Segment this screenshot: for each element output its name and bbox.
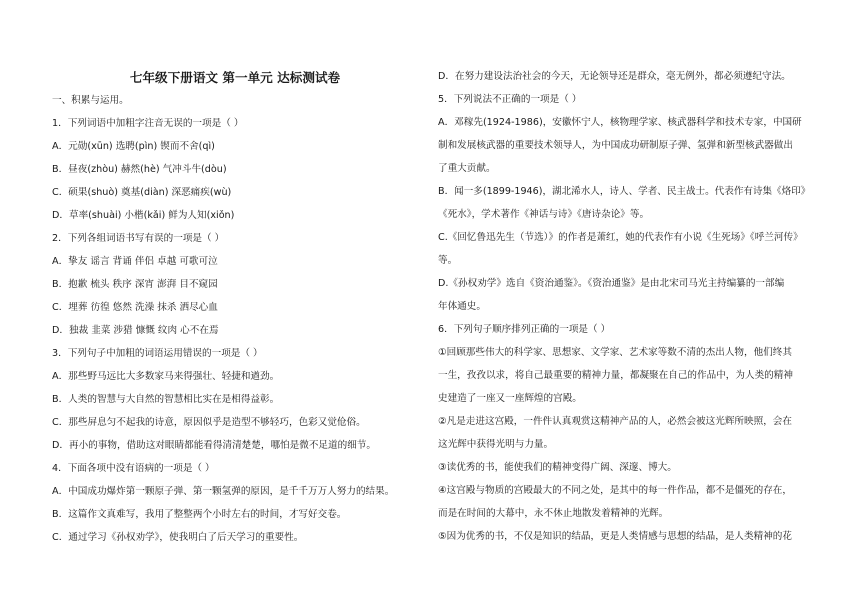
question-4-option-a: A．中国成功爆炸第一颗原子弹、第一颗氢弹的原因，是千千万万人努力的结果。	[52, 486, 395, 497]
sentence-2-cont: 这光辉中获得光明与力量。	[438, 439, 554, 450]
question-5-option-b-cont: 《死水》，学术著作《神话与诗》《唐诗杂论》等。	[438, 209, 650, 220]
question-1: 1．下列词语中加粗字注音无误的一项是（ ）	[52, 118, 244, 129]
sentence-3: ③读优秀的书，能使我们的精神变得广阔、深邃、博大。	[438, 462, 677, 473]
question-1-option-d: D．草率(shuài) 小楷(kǎi) 鲜为人知(xiǒn)	[52, 210, 235, 221]
question-2-option-c: C．埋葬 彷徨 悠然 洗澡 抹杀 洒尽心血	[52, 302, 218, 313]
question-3-option-b: B．人类的智慧与大自然的智慧相比实在是相得益彰。	[52, 394, 280, 405]
question-5-option-d: D.《孙权劝学》选自《资治通鉴》。《资治通鉴》是由北宋司马光主持编纂的一部编	[438, 278, 785, 289]
question-4-option-b: B．这篇作文真难写，我用了整整两个小时左右的时间，才写好交卷。	[52, 509, 347, 520]
question-3-option-a: A．那些野马远比大多数家马来得强壮、轻捷和遒劲。	[52, 371, 280, 382]
question-2: 2．下列各组词语书写有误的一项是（ ）	[52, 233, 225, 244]
question-5-option-b: B．闻一多(1899-1946)，湖北浠水人，诗人、学者、民主战士。代表作有诗集《烙印》	[438, 186, 811, 197]
question-1-option-a: A．元勋(xūn) 选聘(pìn) 锲而不舍(qì)	[52, 141, 215, 152]
question-2-option-d: D．独裁 韭菜 涉猎 慷慨 纹肉 心不在焉	[52, 325, 219, 336]
question-5-option-a-cont: 了重大贡献。	[438, 163, 496, 174]
question-3-option-d: D．再小的事物，借助这对眼睛都能看得清清楚楚，哪怕是微不足道的细节。	[52, 440, 376, 451]
question-1-option-b: B．昼夜(zhòu) 赫然(hè) 气冲斗牛(dòu)	[52, 164, 227, 175]
question-6: 6．下列句子顺序排列正确的一项是（ ）	[438, 324, 611, 335]
question-3: 3．下列句子中加粗的词语运用错误的一项是（ ）	[52, 348, 263, 359]
question-4: 4．下面各项中没有语病的一项是（ ）	[52, 463, 215, 474]
question-1-option-c: C．硕果(shuò) 奠基(diàn) 深恶痛疾(wù)	[52, 187, 232, 198]
question-2-option-b: B．抱歉 梳头 秩序 深宵 澎湃 目不窥园	[52, 279, 218, 290]
question-2-option-a: A．挚友 谣言 背诵 伴侣 卓越 可歌可泣	[52, 256, 218, 267]
question-3-option-c: C．那些屏息匀不起我的诗意，原因似乎是造型不够轻巧，色彩又觉伧俗。	[52, 417, 366, 428]
question-5-option-a-cont: 制和发展核武器的重要技术领导人，为中国成功研制原子弹、氢弹和新型核武器做出	[438, 140, 793, 151]
sentence-5: ⑤因为优秀的书，不仅是知识的结晶，更是人类情感与思想的结晶，是人类精神的花	[438, 531, 792, 542]
question-5-option-a: A．邓稼先(1924-1986)，安徽怀宁人，核物理学家、核武器科学和技术专家，中国研	[438, 117, 802, 128]
question-5: 5．下列说法不正确的一项是（ ）	[438, 94, 582, 105]
sentence-2: ②凡是走进这宫殿，一件件认真观赏这精神产品的人，必然会被这光辉所映照，会在	[438, 416, 792, 427]
question-4-option-c: C．通过学习《孙权劝学》，使我明白了后天学习的重要性。	[52, 532, 304, 543]
question-5-option-c-cont: 等。	[438, 255, 458, 266]
sentence-4-cont: 而是在时间的大幕中，永不休止地散发着精神的光辉。	[438, 508, 669, 519]
sentence-1: ①回顾那些伟大的科学家、思想家、文学家、艺术家等数不清的杰出人物，他们终其	[438, 347, 792, 358]
sentence-4: ④这宫殿与物质的宫殿最大的不同之处，是其中的每一件作品，都不是僵死的存在，	[438, 485, 792, 496]
sentence-1-cont: 一生，孜孜以求，将自己最重要的精神力量，都凝聚在自己的作品中，为人类的精神	[438, 370, 793, 381]
page-title: 七年级下册语文 第一单元 达标测试卷	[129, 70, 341, 85]
question-4-option-d: D．在努力建设法治社会的今天，无论领导还是群众，毫无例外，都必须遵纪守法。	[438, 71, 791, 82]
sentence-1-cont: 史建造了一座又一座辉煌的宫殿。	[438, 393, 582, 404]
question-5-option-c: C.《回忆鲁迅先生（节选）》的作者是萧红，她的代表作有小说《生死场》《呼兰河传》	[438, 232, 803, 243]
section-heading: 一、积累与运用。	[52, 95, 129, 106]
question-5-option-d-cont: 年体通史。	[438, 301, 486, 312]
